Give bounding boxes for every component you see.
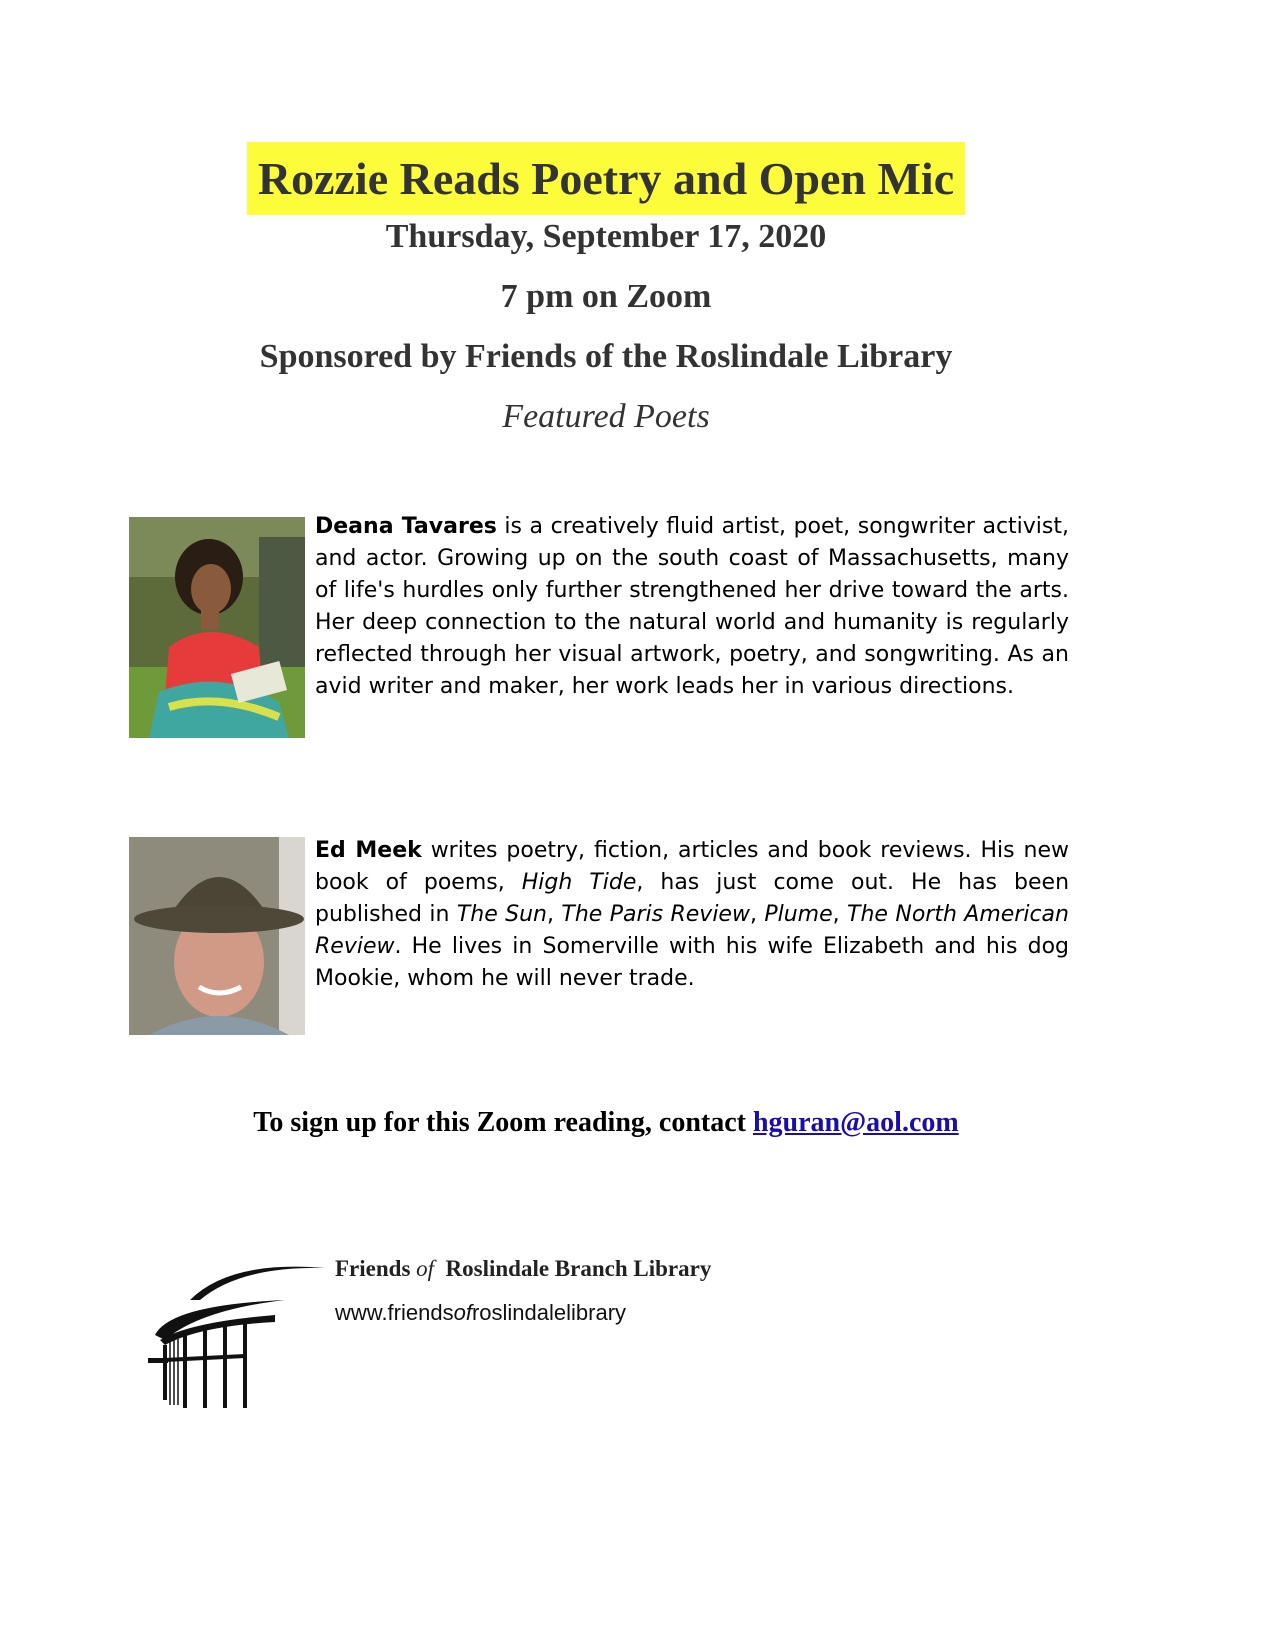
event-title: Rozzie Reads Poetry and Open Mic bbox=[257, 153, 955, 204]
publication: The North American Review bbox=[315, 902, 1069, 959]
org-name-part: Roslindale Branch Library bbox=[434, 1256, 712, 1281]
org-url bbox=[335, 1300, 626, 1326]
publication: The Sun bbox=[456, 902, 548, 927]
url-part: of bbox=[453, 1300, 472, 1325]
org-name-part: Friends bbox=[335, 1256, 417, 1281]
email-link[interactable]: hguran@aol.com bbox=[752, 1107, 959, 1138]
poet-name: Ed Meek bbox=[315, 838, 422, 863]
event-time: 7 pm on Zoom bbox=[500, 278, 712, 315]
poet-name: Deana Tavares bbox=[315, 514, 497, 539]
url-part: www.friends bbox=[335, 1300, 454, 1325]
event-sponsor: Sponsored by Friends of the Roslindale Library bbox=[259, 338, 953, 375]
org-name bbox=[335, 1256, 711, 1282]
ed-meek-photo bbox=[129, 837, 305, 1035]
bio-text: is a creatively fluid artist, poet, songwriter activist, and actor. Growing up on the south coast of Massachusetts, many of life's hurdles only further strengthened her drive toward the arts. Her deep connection to the natural world and humanity is regularly reflected through her visual artwork, poetry, and songwriting. As an avid writer and maker, her work leads her in various directions. bbox=[315, 514, 1070, 699]
separator: , bbox=[547, 902, 562, 927]
publication: The Paris Review bbox=[561, 902, 750, 927]
bio-text: writes poetry, fiction, articles and book reviews. His new book of poems, bbox=[315, 838, 1069, 895]
title-highlight bbox=[247, 142, 965, 215]
library-logo bbox=[140, 1260, 330, 1415]
separator: , bbox=[832, 902, 848, 927]
org-name-part: of bbox=[416, 1256, 435, 1281]
signup-text: To sign up for this Zoom reading, contact bbox=[253, 1107, 753, 1138]
url-part: roslindalelibrary bbox=[471, 1300, 627, 1325]
bio-text: . He lives in Somerville with his wife Elizabeth and his dog Mookie, whom he will never trade. bbox=[315, 934, 1069, 991]
signup-line bbox=[0, 1107, 1212, 1139]
featured-heading: Featured Poets bbox=[502, 398, 710, 435]
ed-meek-bio bbox=[315, 835, 1069, 995]
publication: Plume bbox=[764, 902, 833, 927]
bio-text: , has just come out. He has been published in bbox=[315, 870, 1070, 927]
separator: , bbox=[749, 902, 765, 927]
event-date: Thursday, September 17, 2020 bbox=[385, 218, 827, 255]
book-title: High Tide bbox=[521, 870, 637, 895]
deana-tavares-bio bbox=[315, 511, 1069, 703]
deana-tavares-photo bbox=[129, 517, 305, 738]
